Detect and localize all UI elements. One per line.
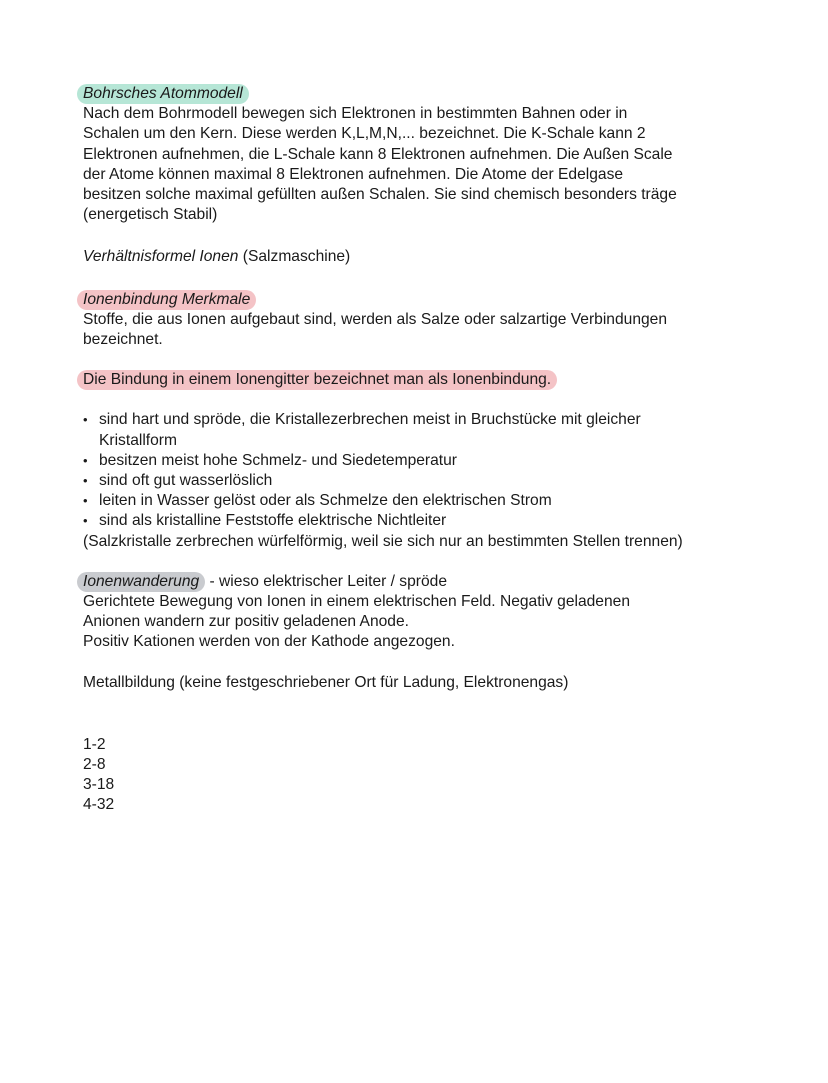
ionic-definition: Die Bindung in einem Ionengitter bezeichnet man als Ionenbindung. bbox=[77, 370, 557, 390]
ionic-properties-list bbox=[83, 410, 783, 531]
ratio-note: (Salzmaschine) bbox=[238, 248, 351, 266]
list-item: 4-32 bbox=[83, 796, 115, 814]
migration-line: Gerichtete Bewegung von Ionen in einem elektrischen Feld. Negativ geladenen bbox=[83, 593, 630, 611]
section-bohr bbox=[83, 84, 783, 225]
list-item: • sind hart und spröde, die Kristallezerbrechen meist in Bruchstücke mit gleicher Kristallform bbox=[83, 410, 783, 450]
heading-ionic: Ionenbindung Merkmale bbox=[77, 290, 256, 310]
heading-ratio: Verhältnisformel Ionen bbox=[83, 248, 239, 266]
ionic-line: Stoffe, die aus Ionen aufgebaut sind, werden als Salze oder salzartige Verbindungen bbox=[83, 310, 668, 328]
ionic-line: bezeichnet. bbox=[83, 331, 163, 349]
migration-suffix: - wieso elektrischer Leiter / spröde bbox=[205, 572, 447, 590]
bohr-line: besitzen solche maximal gefüllten außen Schalen. Sie sind chemisch besonders träge bbox=[83, 186, 677, 204]
list-item: • sind oft gut wasserlöslich bbox=[83, 471, 783, 491]
migration-line: Positiv Kationen werden von der Kathode angezogen. bbox=[83, 633, 455, 651]
bohr-line: (energetisch Stabil) bbox=[83, 206, 218, 224]
list-item: • leiten in Wasser gelöst oder als Schmelze den elektrischen Strom bbox=[83, 491, 783, 511]
section-ratio-formula bbox=[83, 247, 783, 267]
ionic-footnote: (Salzkristalle zerbrechen würfelförmig, weil sie sich nur an bestimmten Stellen trennen) bbox=[83, 532, 683, 550]
list-item: 1-2 bbox=[83, 735, 106, 753]
heading-bohr: Bohrsches Atommodell bbox=[77, 84, 249, 104]
document-page bbox=[83, 84, 783, 816]
bohr-line: Nach dem Bohrmodell bewegen sich Elektronen in bestimmten Bahnen oder in bbox=[83, 105, 628, 123]
list-item: 2-8 bbox=[83, 756, 106, 774]
migration-line: Anionen wandern zur positiv geladenen Anode. bbox=[83, 613, 409, 631]
section-ion-migration bbox=[83, 572, 783, 653]
bohr-line: Schalen um den Kern. Diese werden K,L,M,N,... bezeichnet. Die K-Schale kann 2 bbox=[83, 125, 646, 143]
list-item: 3-18 bbox=[83, 776, 115, 794]
bohr-line: der Atome können maximal 8 Elektronen aufnehmen. Die Atome der Edelgase bbox=[83, 165, 624, 183]
list-item: • sind als kristalline Feststoffe elektrische Nichtleiter bbox=[83, 511, 783, 531]
list-item: • besitzen meist hohe Schmelz- und Siedetemperatur bbox=[83, 451, 783, 471]
section-metal: Metallbildung (keine festgeschriebener Ort für Ladung, Elektronengas) bbox=[83, 673, 569, 691]
section-ionic-bond bbox=[83, 290, 783, 552]
bohr-line: Elektronen aufnehmen, die L-Schale kann 8 Elektronen aufnehmen. Die Außen Scale bbox=[83, 145, 673, 163]
shell-capacity-list bbox=[83, 735, 783, 816]
heading-migration: Ionenwanderung bbox=[77, 572, 205, 592]
